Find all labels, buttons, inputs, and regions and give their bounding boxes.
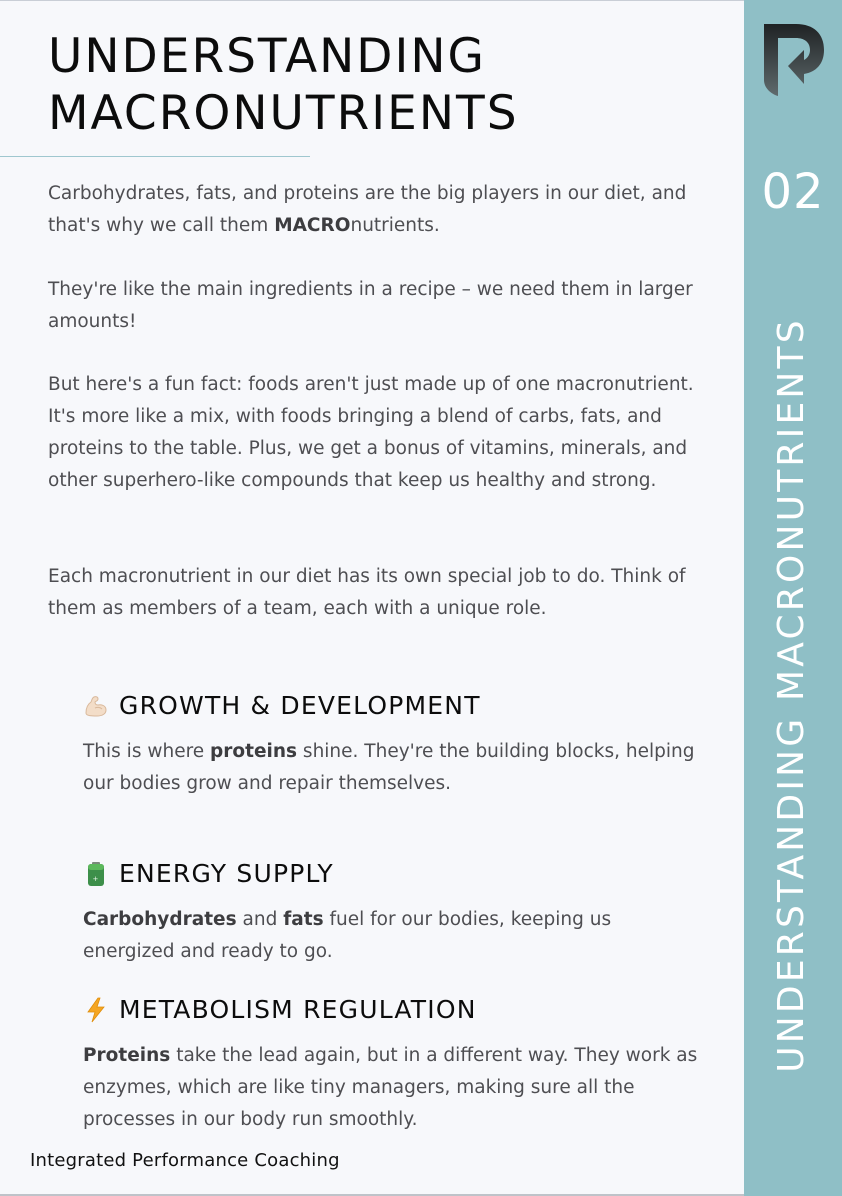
intro-paragraph-3: But here's a fun fact: foods aren't just made up of one macronutrient. It's more like a mix, with foods bringing a blend of carbs, fats, and proteins to the table. Plus, we get a bonus of vitamins, minerals, and other superhero-like compounds that keep us healthy and strong. xyxy=(48,374,694,491)
chapter-vertical-title: UNDERSTANDING MACRONUTRIENTS xyxy=(771,317,812,1073)
battery-icon xyxy=(83,861,109,887)
brand-logo-icon xyxy=(758,14,828,102)
section-heading-energy-text: ENERGY SUPPLY xyxy=(119,859,334,888)
chapter-number: 02 xyxy=(761,164,825,220)
section-heading-growth xyxy=(83,690,481,722)
section-text-energy: Carbohydrates and fats fuel for our bodies, keeping us energized and ready to go. xyxy=(83,909,612,962)
section-heading-metabolism xyxy=(83,994,477,1026)
chapter-sidebar xyxy=(744,0,842,1196)
page-title-line-2: MACRONUTRIENTS xyxy=(48,86,519,141)
section-heading-growth-text: GROWTH & DEVELOPMENT xyxy=(119,691,481,720)
intro-paragraph-4: Each macronutrient in our diet has its own special job to do. Think of them as members of a team, each with a unique role. xyxy=(48,566,686,619)
svg-text:+: + xyxy=(92,875,100,883)
title-underline xyxy=(0,156,310,157)
section-text-growth: This is where proteins shine. They're the building blocks, helping our bodies grow and repair themselves. xyxy=(83,741,695,794)
section-heading-energy xyxy=(83,858,334,890)
intro-paragraph-1: Carbohydrates, fats, and proteins are the big players in our diet, and that's why we call them MACROnutrients. xyxy=(48,183,687,236)
footer-brand: Integrated Performance Coaching xyxy=(30,1150,340,1171)
intro-bold-macro: MACRO xyxy=(274,215,351,236)
intro-paragraph-2: They're like the main ingredients in a recipe – we need them in larger amounts! xyxy=(48,279,693,332)
page-title xyxy=(48,28,519,142)
page-top-border xyxy=(0,0,744,1)
section-heading-metabolism-text: METABOLISM REGULATION xyxy=(119,995,477,1024)
page-title-line-1: UNDERSTANDING xyxy=(48,29,486,84)
flexed-biceps-icon xyxy=(83,693,109,719)
section-text-metabolism: Proteins take the lead again, but in a different way. They work as enzymes, which are like tiny managers, making sure all the processes in our body run smoothly. xyxy=(83,1045,698,1130)
lightning-icon xyxy=(83,997,109,1023)
